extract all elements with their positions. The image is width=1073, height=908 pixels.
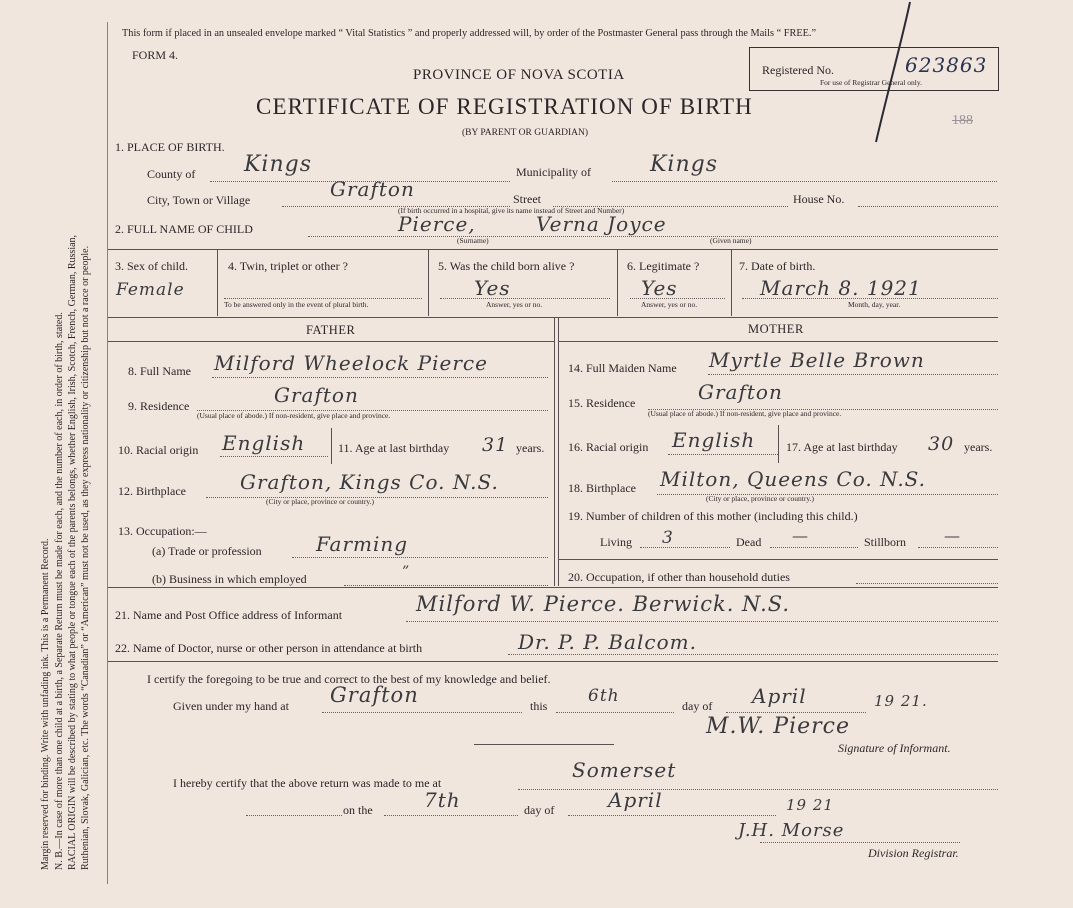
city-value: Grafton [330,177,415,201]
father-heading: FATHER [306,323,356,337]
certify-month-value: April [752,684,807,708]
given-under-label: Given under my hand at [173,699,289,713]
twin-note: To be answered only in the event of plural birth. [224,300,369,309]
registrar-month-value: April [608,788,663,812]
mother-race-value: English [672,428,756,452]
city-label: City, Town or Village [147,193,251,207]
row3-divider-1 [217,250,218,316]
parents-top-rule [108,317,998,318]
pen-stroke-mark [862,0,922,150]
mother-residence-note: (Usual place of abode.) If non-resident, give place and province. [648,409,842,418]
father-birthplace-note: (City or place, province or country.) [266,497,375,506]
father-business-value: ” [402,564,411,580]
registered-note: For use of Registrar General only. [820,78,922,87]
stillborn-value: — [944,526,961,545]
row3-divider-2 [428,250,429,316]
informant-value: Milford W. Pierce. Berwick. N.S. [416,592,791,616]
alive-note: Answer, yes or no. [486,300,543,309]
corner-mark: 188 [952,113,973,128]
child-given-name: Verna Joyce [536,212,667,236]
certify-top-rule [108,661,998,662]
father-residence-label: 9. Residence [128,399,190,413]
registered-number: 623863 [905,53,988,77]
separator-rule [474,744,614,745]
parents-divider-2 [558,318,559,586]
margin-note-1: Margin reserved for binding. Write with unfading ink. This is a Permanent Record. [40,538,51,870]
given-place-value: Grafton [330,683,419,707]
registrar-day-line [384,815,518,816]
doctor-line [508,654,998,655]
registrar-month-line [568,815,776,816]
dead-line [770,547,858,548]
house-line [858,206,998,207]
father-residence-note: (Usual place of abode.) If non-resident, give place and province. [197,411,391,420]
living-value: 3 [662,528,674,548]
informant-signature-caption: Signature of Informant. [838,741,951,755]
certify-day-line [556,712,674,713]
mother-occupation-rule [559,559,998,560]
father-heading-rule [108,341,554,342]
mother-heading-rule [559,341,998,342]
binding-margin [0,0,108,908]
father-business-label: (b) Business in which employed [152,572,307,586]
municipality-value: Kings [650,152,719,177]
father-trade-value: Farming [316,532,409,556]
place-of-birth-label: 1. PLACE OF BIRTH. [115,140,225,154]
mother-name-line [708,374,998,375]
page-title: CERTIFICATE OF REGISTRATION OF BIRTH [256,94,753,119]
legitimate-note: Answer, yes or no. [641,300,698,309]
legitimate-value: Yes [641,276,678,300]
given-name-note: (Given name) [710,236,752,245]
father-trade-line [292,557,548,558]
house-label: House No. [793,192,845,206]
row3-divider-3 [617,250,618,316]
child-surname: Pierce, [398,212,476,236]
registrar-day-of-label: day of [524,803,555,817]
father-name-value: Milford Wheelock Pierce [214,351,488,375]
registrar-signature: J.H. Morse [738,820,845,841]
form-number: FORM 4. [132,48,179,62]
birth-date-note: Month, day, year. [848,300,901,309]
registrar-leading-line [246,815,342,816]
parents-divider [554,318,555,586]
province-heading: PROVINCE OF NOVA SCOTIA [413,67,625,83]
margin-note-4: Ruthenian, Slovak, Galician, etc. The words “Canadian” or “American” must not be used, as they express nationality or citizenship but not a race or people. [80,245,91,870]
alive-value: Yes [474,276,511,300]
mother-name-value: Myrtle Belle Brown [709,348,925,372]
mother-race-label: 16. Racial origin [568,440,649,454]
registrar-signature-line [760,842,960,843]
registrar-place-line [518,789,998,790]
municipality-line [612,181,997,182]
father-birthplace-value: Grafton, Kings Co. N.S. [240,470,499,494]
row3-divider-4 [731,250,732,316]
informant-signature: M.W. Pierce [706,714,850,739]
registrar-day-value: 7th [424,788,461,812]
certify-day-of-label: day of [682,699,713,713]
dead-value: — [792,526,809,545]
living-line [640,547,730,548]
registrar-statement: I hereby certify that the above return was made to me at [173,776,442,790]
father-birthplace-line [206,497,548,498]
mother-birthplace-label: 18. Birthplace [568,481,636,495]
father-race-line [220,456,328,457]
father-race-label: 10. Racial origin [118,443,199,457]
children-count-label: 19. Number of children of this mother (including this child.) [568,509,858,523]
child-name-label: 2. FULL NAME OF CHILD [115,222,253,236]
mother-residence-label: 15. Residence [568,396,636,410]
father-name-label: 8. Full Name [128,364,191,378]
mother-name-label: 14. Full Maiden Name [568,361,677,375]
page-subtitle: (BY PARENT OR GUARDIAN) [462,128,589,138]
father-age-years: years. [516,441,545,455]
certify-this-label: this [530,699,548,713]
registered-label: Registered No. [762,63,834,77]
registrar-year-value: 19 21 [786,796,834,814]
birth-date-label: 7. Date of birth. [739,259,816,273]
father-birthplace-label: 12. Birthplace [118,484,186,498]
father-age-value: 31 [482,434,509,456]
father-occupation-label: 13. Occupation:— [118,524,207,538]
mother-occupation-line [856,583,998,584]
margin-rule [107,22,108,884]
row3-top-rule [108,249,998,250]
twin-line [224,298,422,299]
father-age-divider [331,428,332,464]
given-place-line [322,712,522,713]
mother-age-value: 30 [928,433,955,455]
alive-line [440,298,610,299]
certify-day-value: 6th [588,686,620,706]
father-residence-value: Grafton [274,383,359,407]
margin-note-2: N. B.—In case of more than one child at a birth, a Separate Return must be made for each, and the number of each, in order of birth, stated. [54,312,65,870]
sex-value: Female [116,280,185,300]
stillborn-label: Stillborn [864,535,907,549]
father-name-line [212,377,548,378]
father-trade-label: (a) Trade or profession [152,544,262,558]
mother-heading: MOTHER [748,322,804,336]
twin-label: 4. Twin, triplet or other ? [228,259,348,273]
certify-statement: I certify the foregoing to be true and correct to the best of my knowledge and belief. [147,672,551,686]
informant-line [406,621,998,622]
doctor-value: Dr. P. P. Balcom. [518,630,697,654]
registrar-on-the-label: on the [343,803,373,817]
legitimate-label: 6. Legitimate ? [627,259,700,273]
mother-age-label: 17. Age at last birthday [786,440,898,454]
county-value: Kings [244,152,313,177]
stillborn-line [918,547,998,548]
living-label: Living [600,535,632,549]
street-label: Street [513,192,541,206]
sex-label: 3. Sex of child. [115,259,188,273]
certify-year-value: 19 21. [874,692,928,710]
certify-month-line [726,712,866,713]
father-race-value: English [222,431,306,455]
mother-birthplace-value: Milton, Queens Co. N.S. [660,467,927,491]
top-notice: This form if placed in an unsealed envelope marked “ Vital Statistics ” and properly addressed will, by order of the Postmaster General pass through the Mails “ FREE.” [122,28,817,39]
birth-date-value: March 8. 1921 [760,276,922,300]
mother-race-line [668,454,778,455]
mother-birthplace-note: (City or place, province or country.) [706,494,815,503]
father-business-line [344,585,548,586]
informant-label: 21. Name and Post Office address of Informant [115,608,343,622]
mother-residence-value: Grafton [698,380,783,404]
municipality-label: Municipality of [516,165,591,179]
father-age-label: 11. Age at last birthday [338,441,450,455]
child-name-line [308,236,998,237]
mother-age-divider [778,425,779,463]
margin-note-3: RACIAL ORIGIN will be described by stating to what people or tongue each of the parents belongs, whether English, Irish, Scotch, French, German, Russian, [67,234,78,870]
alive-label: 5. Was the child born alive ? [438,259,575,273]
hospital-note: (If birth occurred in a hospital, give its name instead of Street and Number) [398,206,625,215]
surname-note: (Surname) [457,236,489,245]
mother-occupation-label: 20. Occupation, if other than household duties [568,570,790,584]
informant-top-rule [108,587,998,588]
registrar-title: Division Registrar. [868,846,959,860]
dead-label: Dead [736,535,762,549]
county-label: County of [147,167,196,181]
doctor-label: 22. Name of Doctor, nurse or other person in attendance at birth [115,641,423,655]
registrar-place-value: Somerset [572,758,677,782]
mother-age-years: years. [964,440,993,454]
